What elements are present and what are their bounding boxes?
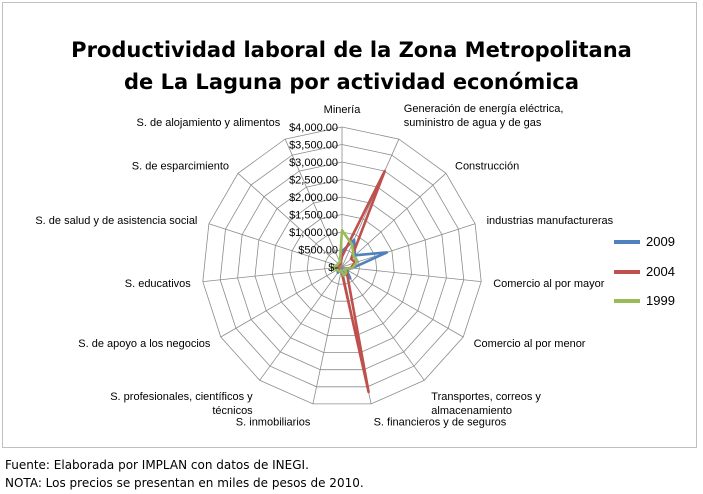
category-label-5: Comercio al por menor [473, 338, 586, 350]
legend-swatch-1999 [614, 299, 640, 303]
tick-label-1: $500.00 [298, 244, 338, 257]
legend-item-1999 [614, 292, 699, 310]
category-label-7: S. financieros y de seguros [373, 416, 507, 429]
chart-title-line-1: Productividad laboral de la Zona Metropolitana [71, 38, 632, 62]
legend-label-1999: 1999 [646, 293, 675, 308]
legend-item-2004 [614, 263, 699, 281]
tick-label-5: $2,500.00 [289, 174, 338, 187]
category-label-2: Construcción [455, 160, 520, 173]
footnote-note: NOTA: Los precios se presentan en miles de pesos de 2010. [5, 476, 364, 490]
tick-label-0: $- [328, 262, 338, 274]
series-line-2004 [335, 171, 385, 392]
legend-swatch-2004 [614, 270, 640, 274]
radar-ticks [289, 122, 338, 274]
radar-category-labels [35, 103, 613, 429]
legend-item-2009 [614, 233, 699, 251]
category-label-9: S. profesionales, científicos y técnicos [110, 391, 253, 417]
category-label-0: Minería [323, 104, 361, 116]
tick-label-4: $2,000.00 [289, 192, 338, 204]
radar-grid [203, 127, 481, 404]
category-label-6: Transportes, correos y almacenamiento [431, 391, 541, 417]
legend-swatch-2009 [614, 240, 640, 244]
category-label-13: S. de esparcimiento [131, 160, 229, 173]
category-label-14: S. de alojamiento y alimentos [136, 117, 281, 130]
tick-label-3: $1,500.00 [289, 209, 338, 222]
chart-title-line-2: de La Laguna por actividad económica [123, 70, 580, 94]
category-label-1: Generación de energía eléctrica, suministro de agua y de gas [403, 103, 564, 130]
legend-label-2009: 2009 [646, 234, 675, 249]
legend-label-2004: 2004 [646, 264, 675, 279]
spoke-2 [342, 173, 446, 267]
category-label-11: S. educativos [124, 277, 191, 290]
tick-label-8: $4,000.00 [289, 122, 338, 134]
category-label-8: S. inmobiliarios [235, 416, 311, 429]
category-label-4: Comercio al por mayor [493, 277, 605, 290]
category-label-10: S. de apoyo a los negocios [78, 338, 211, 350]
tick-label-7: $3,500.00 [289, 139, 338, 152]
tick-label-2: $1,000.00 [289, 227, 338, 239]
radar-series [332, 171, 387, 392]
footnote-source: Fuente: Elaborada por IMPLAN con datos de INEGI. [5, 458, 309, 472]
category-label-3: industrias manufactureras [486, 215, 614, 227]
category-label-12: S. de salud y de asistencia social [35, 215, 198, 227]
tick-label-6: $3,000.00 [289, 157, 338, 169]
